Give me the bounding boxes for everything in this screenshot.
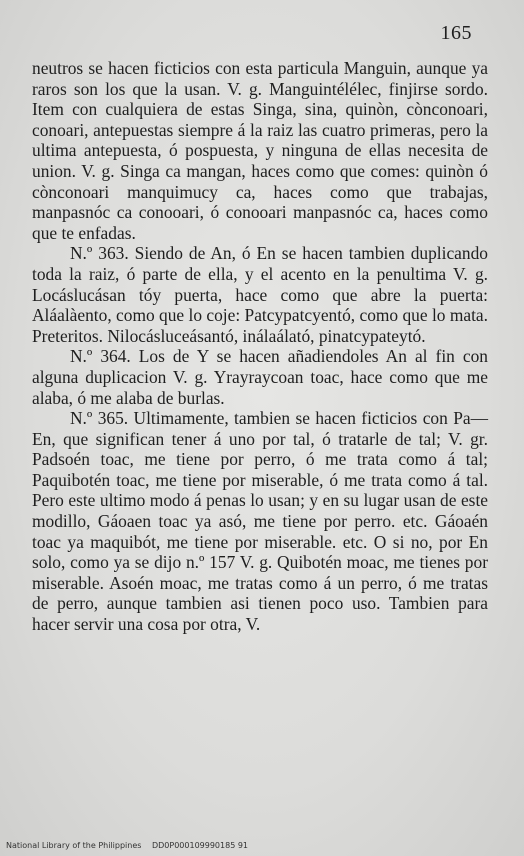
paragraph-3: N.º 364. Los de Y se hacen añadiendoles An al fin con alguna duplicacion V. g. Yrayraycoan toac, hace como que me alaba, ó me alaba de burlas. (32, 346, 488, 408)
body-text (32, 58, 488, 635)
paragraph-2: N.º 363. Siendo de An, ó En se hacen tambien duplicando toda la raiz, ó parte de ella, y el acento en la penultima V. g. Locáslucásan tóy puerta, hace como que abre la puerta: Aláalàento, como que lo coje: Patcypatcyentó, como que lo mata. Preteritos. Nilocásluceásantó, inálaálató, pinatcypateytó. (32, 243, 488, 346)
paragraph-4: N.º 365. Ultimamente, tambien se hacen ficticios con Pa—En, que significan tener á uno por tal, ó tratarle de tal; V. gr. Padsoén toac, me tiene por perro, ó me trata como á tal; Paquibotén toac, me tiene por miserable, ó me trata como á tal. Pero este ultimo modo á penas lo usan; y en su lugar usan de este modillo, Gáoaen toac ya asó, me tiene por perro. etc. Gáoaén toac ya maquibót, me tiene por miserable. etc. O si no, por En solo, como ya se dijo n.º 157 V. g. Quibotén moac, me tienes por miserable. Asoén moac, me tratas como á un perro, ó me tratas de perro, aunque tambien asi tienen poco uso. Tambien para hacer servir una cosa por otra, V. (32, 408, 488, 635)
page-number: 165 (440, 22, 472, 44)
footer-code: DD0P000109990185 91 (151, 841, 249, 850)
footer-library: National Library of the Philippines (6, 841, 142, 850)
paragraph-1: neutros se hacen ficticios con esta particula Manguin, aunque ya raros son los que la usan. V. g. Manguintélélec, finjirse sordo. Item con cualquiera de estas Singa, sina, quinòn, cònconoari, conoari, antepuestas siempre á la raiz las cuatro primeras, pero la ultima antepuesta, ó pospuesta, y ninguna de ellas necesita de union. V. g. Singa ca mangan, haces como que comes: quinòn ó cònconoari manquimucy ca, haces como que trabajas, manpasnóc ca conooari, ó conooari manpasnóc ca, haces como que te enfadas. (32, 58, 488, 243)
scan-footer (6, 841, 248, 850)
